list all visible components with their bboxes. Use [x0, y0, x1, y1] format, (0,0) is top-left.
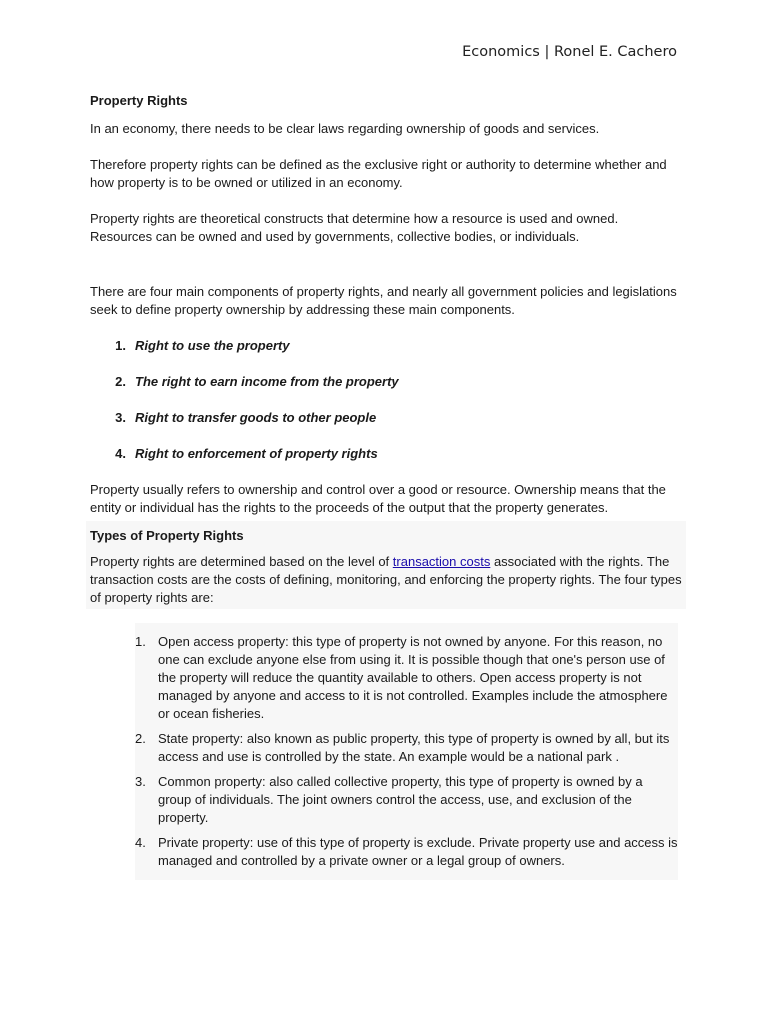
- paragraph: In an economy, there needs to be clear laws regarding ownership of goods and services.: [90, 121, 600, 136]
- list-number: 4.: [135, 835, 146, 850]
- document-body: [90, 92, 680, 880]
- list-item-text: The right to earn income from the property: [135, 374, 399, 389]
- intro-text: associated with the rights. The transaction costs are the costs of defining, monitoring, and enforcing the property rights. The four types of property rights are:: [90, 554, 682, 605]
- list-item: [90, 337, 680, 355]
- list-item: [135, 834, 678, 870]
- types-list-container: [135, 623, 678, 880]
- list-item: [90, 445, 680, 463]
- list-item: [90, 409, 680, 427]
- list-number: 2.: [135, 731, 146, 746]
- page-header: Economics | Ronel E. Cachero: [462, 44, 677, 60]
- paragraph: Property rights are theoretical constructs that determine how a resource is used and owned. Resources can be owned and used by governments, collective bodies, or individuals.: [90, 211, 619, 244]
- list-item: [135, 773, 678, 827]
- list-number: 4.: [115, 446, 126, 461]
- list-item-text: Right to enforcement of property rights: [135, 446, 378, 461]
- types-list: [135, 633, 678, 870]
- paragraph: [90, 553, 686, 607]
- paragraph: Therefore property rights can be defined as the exclusive right or authority to determine whether and how property is to be owned or utilized in an economy.: [90, 157, 667, 190]
- types-section: [86, 521, 686, 609]
- list-item-text: Right to use the property: [135, 338, 290, 353]
- list-item: [135, 730, 678, 766]
- section-title-types: Types of Property Rights: [90, 528, 244, 543]
- list-item: [135, 633, 678, 723]
- list-item-text: Common property: also called collective property, this type of property is owned by a group of individuals. The joint owners control the access, use, and exclusion of the property.: [158, 774, 643, 825]
- list-item-text: Right to transfer goods to other people: [135, 410, 377, 425]
- list-item-text: Private property: use of this type of property is exclude. Private property use and access is managed and controlled by a private owner or a legal group of owners.: [158, 835, 678, 868]
- section-title-property-rights: Property Rights: [90, 93, 188, 108]
- list-item: [90, 373, 680, 391]
- list-number: 1.: [135, 634, 146, 649]
- list-number: 3.: [135, 774, 146, 789]
- transaction-costs-link[interactable]: transaction costs: [392, 554, 491, 569]
- paragraph: Property usually refers to ownership and control over a good or resource. Ownership means that the entity or individual has the rights to the proceeds of the output that the property generates.: [90, 482, 666, 515]
- list-number: 2.: [115, 374, 126, 389]
- list-number: 1.: [115, 338, 126, 353]
- paragraph: There are four main components of property rights, and nearly all government policies and legislations seek to define property ownership by addressing these main components.: [90, 284, 677, 317]
- components-list: [90, 337, 680, 463]
- intro-text: Property rights are determined based on the level of: [90, 554, 393, 569]
- list-item-text: State property: also known as public property, this type of property is owned by all, but its access and use is controlled by the state. An example would be a national park .: [158, 731, 670, 764]
- list-item-text: Open access property: this type of property is not owned by anyone. For this reason, no one can exclude anyone else from using it. It is possible though that one's person use of the property will reduce the quantity available to others. Open access property is not managed by anyone and access to it is not controlled. Examples include the atmosphere or ocean fisheries.: [158, 634, 668, 721]
- list-number: 3.: [115, 410, 126, 425]
